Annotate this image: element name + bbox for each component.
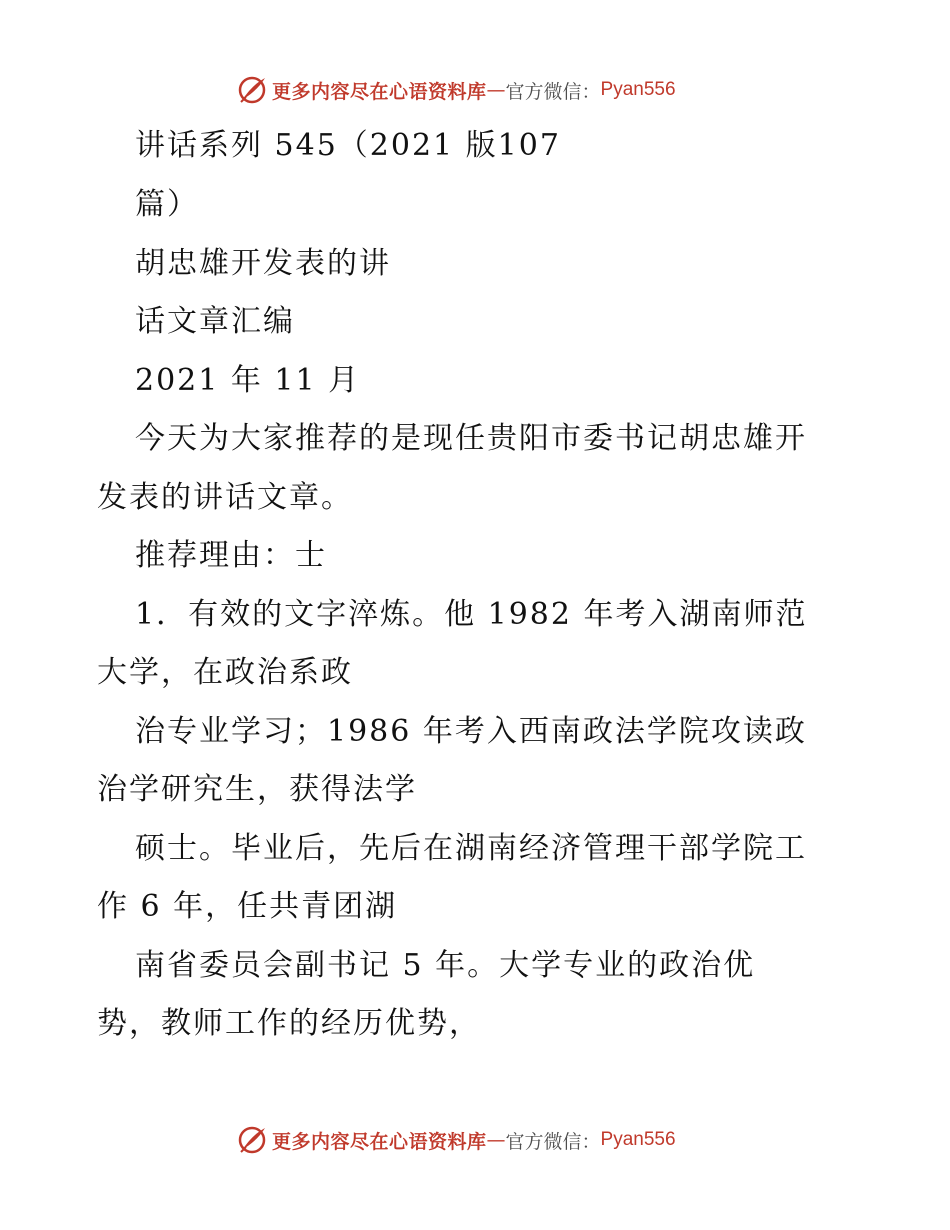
header-dash: —: [486, 79, 506, 101]
header-banner: [236, 72, 676, 108]
footer-wechat-label: 官方微信：: [505, 1130, 601, 1153]
body-line-3: 胡忠雄开发表的讲: [135, 246, 391, 281]
feather-quill-logo-icon: [236, 1124, 268, 1156]
body-line-9: 1．有效的文字淬炼。他 1982 年考入湖南师范: [135, 597, 808, 632]
body-line-16: 势，教师工作的经历优势，: [97, 1006, 481, 1041]
body-line-8: 推荐理由：士: [135, 538, 327, 573]
footer-slogan: 更多内容尽在心语资料库: [272, 1130, 487, 1153]
footer-banner: [236, 1122, 676, 1158]
feather-quill-logo-icon: [236, 74, 268, 106]
footer-dash: —: [486, 1129, 506, 1151]
body-line-1: 讲话系列 545（2021 版107: [135, 128, 561, 163]
body-line-7: 发表的讲话文章。: [97, 480, 353, 515]
header-wechat-id: Pyan556: [600, 79, 676, 100]
header-wechat-label: 官方微信：: [505, 80, 601, 103]
body-line-4: 话文章汇编: [135, 304, 295, 339]
body-line-5: 2021 年 11 月: [135, 363, 361, 398]
body-line-15: 南省委员会副书记 5 年。大学专业的政治优: [135, 948, 756, 983]
footer-wechat-id: Pyan556: [600, 1129, 676, 1150]
body-line-13: 硕士。毕业后，先后在湖南经济管理干部学院工: [135, 831, 807, 866]
body-line-10: 大学，在政治系政: [97, 655, 353, 690]
body-line-14: 作 6 年，任共青团湖: [97, 889, 398, 924]
body-line-6: 今天为大家推荐的是现任贵阳市委书记胡忠雄开: [135, 421, 807, 456]
header-slogan: 更多内容尽在心语资料库: [272, 80, 487, 103]
body-line-2: 篇）: [135, 187, 199, 222]
body-line-12: 治学研究生，获得法学: [97, 772, 417, 807]
body-line-11: 治专业学习；1986 年考入西南政法学院攻读政: [135, 714, 807, 749]
